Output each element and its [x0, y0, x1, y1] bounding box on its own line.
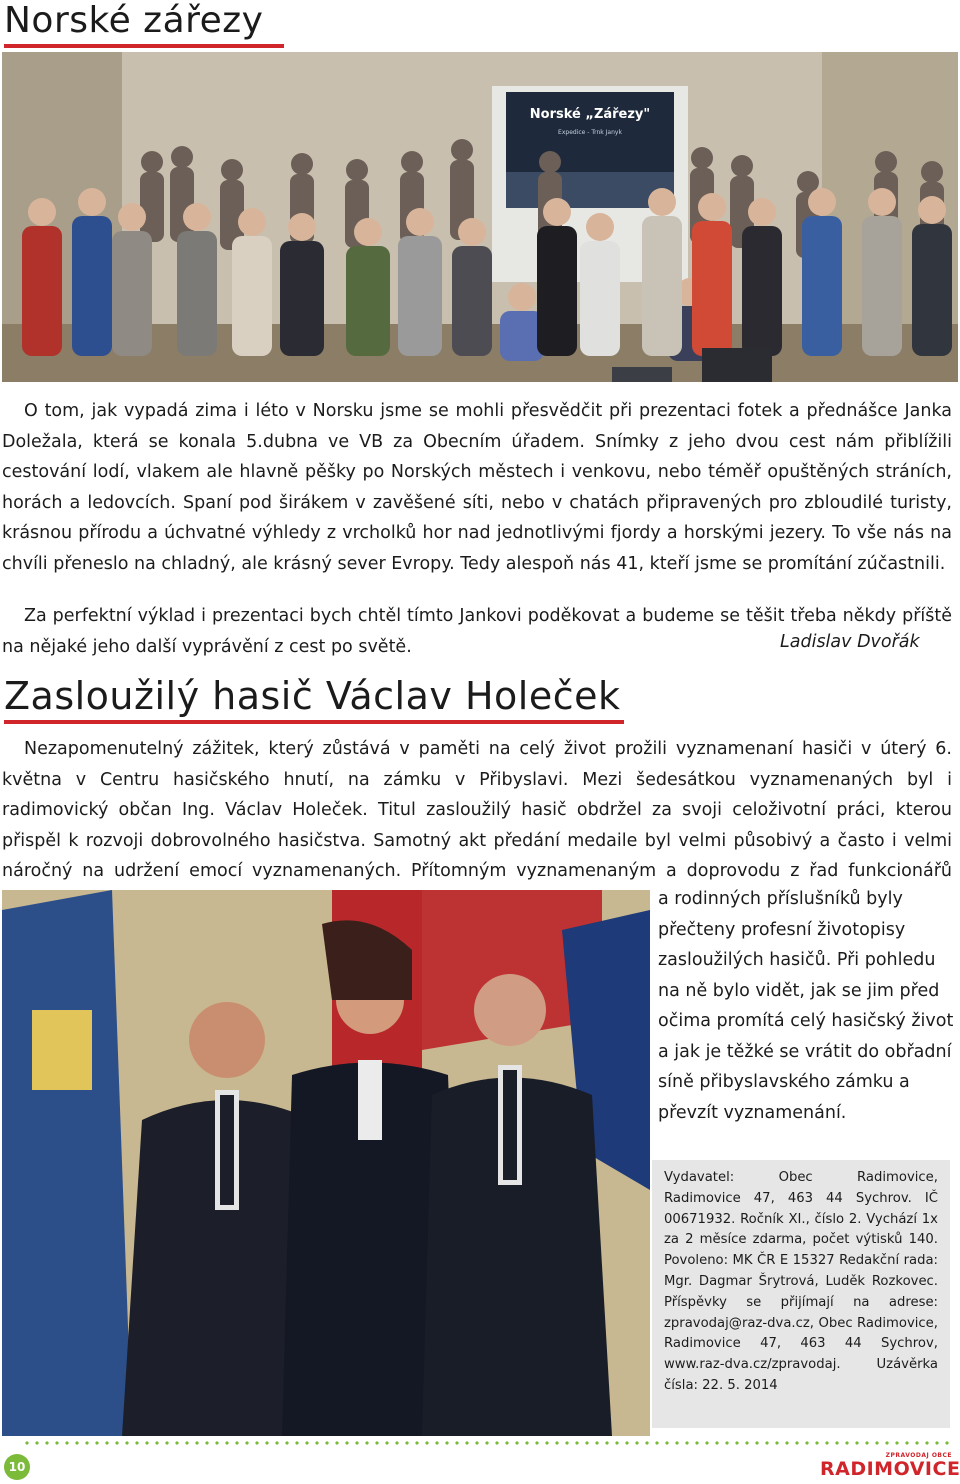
- footer-divider: [22, 1441, 952, 1445]
- article1-signature: Ladislav Dvořák: [780, 632, 920, 652]
- article-title-norske-zarezy: Norské zářezy: [4, 0, 284, 48]
- article1-paragraph1: O tom, jak vypadá zima i léto v Norsku jsme se mohli přesvědčit při prezentaci fotek a přednášce Janka Doležala, která se konala 5.dubna ve VB za Obecním úřadem. Snímky z jeho dvou cest nám přiblížili cestování lodí, vlakem ale hlavně pěšky po Norských městech i venkovu, nebo téměř opuštěných stráních, horách a ledovcích. Spaní pod širákem v zavěšené síti, nebo v chatách připravených pro zbloudilé turisty, krásnou přírodu a úchvatné výhledy z vrcholků hor nad jednotlivými fjordy a horskými jezery. To vše nás na chvíli přeneslo na chladný, ale krásný sever Evropy. Tedy alespoň nás 41, kteří jsme se promítání zúčastnili.: [2, 401, 952, 574]
- banner-left: [2, 890, 132, 1436]
- page-number: 10: [4, 1454, 30, 1480]
- article1-paragraph2: Za perfektní výklad i prezentaci bych chtěl tímto Jankovi poděkovat a budeme se těšit třeba někdy příště na nějaké jeho další vyprávění z cest po světě.: [2, 606, 952, 657]
- group-photo-illustration: [2, 52, 958, 382]
- firefighters-photo: [2, 890, 650, 1436]
- projection-title: Norské „Zářezy": [529, 107, 651, 122]
- firefighters-photo-illustration: [2, 890, 650, 1436]
- projector: [612, 367, 672, 382]
- imprint-box: Vydavatel: Obec Radimovice, Radimovice 47, 463 44 Sychrov. IČ 00671932. Ročník XI., číslo 2. Vychází 1x za 2 měsíce zdarma, počet výtisků 140. Povoleno: MK ČR E 15327 Redakční rada: Mgr. Dagmar Šrytrová, Luděk Rozkovec. Příspěvky se přijímají na adrese: zpravodaj@raz-dva.cz, Obec Radimovice, Radimovice 47, 463 44 Sychrov, www.raz-dva.cz/zpravodaj. Uzávěrka čísla: 22. 5. 2014: [652, 1160, 950, 1428]
- logo-text: RADIMOVICE: [820, 1458, 960, 1480]
- group-photo: [2, 52, 958, 382]
- radimovice-logo: [820, 1452, 960, 1482]
- logo-subtitle: ZPRAVODAJ OBCE: [885, 1452, 952, 1459]
- article2-paragraph1: Nezapomenutelný zážitek, který zůstává v paměti na celý život prožili vyznamenaní hasiči v úterý 6. května v Centru hasičského hnutí, na zámku v Přibyslavi. Mezi šedesátkou vyznamenaných byl i radimovický občan Ing. Václav Holeček. Titul zasloužilý hasič obdržel za svoji celoživotní práci, kterou přispěl k rozvoji dobrovolného hasičstva. Samotný akt předání medaile byl velmi působivý a často i velmi náročný na udržení emocí vyznamenaných. Přítomným vyznamenaným a doprovodu z řad funkcionářů: [2, 739, 952, 881]
- article2-paragraph2: a rodinných příslušníků byly přečteny profesní životopisy zasloužilých hasičů. Při pohledu na ně bylo vidět, jak se jim před očima promítá celý hasičský život a jak je těžké se vrátit do obřadní síně přibyslavského zámku a převzít vyznamenání.: [658, 889, 954, 1123]
- projection-subtitle: Expedice - Trnk Janyk: [558, 129, 622, 136]
- laptop: [702, 348, 772, 382]
- article-title-zasluzily-hasic: Zasloužilý hasič Václav Holeček: [4, 674, 624, 724]
